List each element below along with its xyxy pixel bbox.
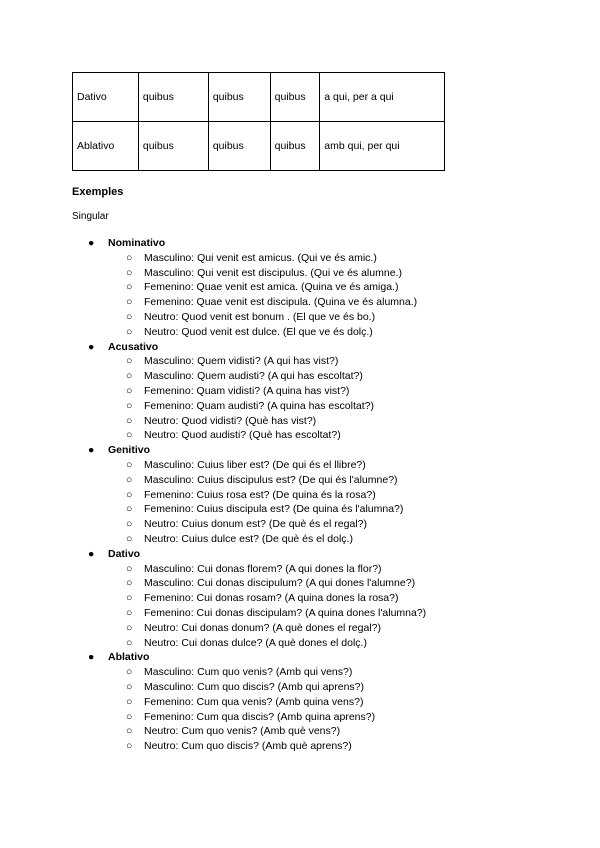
table-cell: Dativo bbox=[73, 73, 139, 122]
item-text: Masculino: Quem audisti? (A qui has escoltat?) bbox=[144, 370, 363, 383]
list-item bbox=[0, 414, 600, 429]
circle-bullet-icon: ○ bbox=[126, 281, 133, 294]
item-text: Femenino: Quam vidisti? (A quina has vist?) bbox=[144, 384, 350, 397]
case-title: Nominativo bbox=[108, 237, 166, 249]
case-title: Acusativo bbox=[108, 340, 159, 353]
case-title: Ablativo bbox=[108, 651, 150, 664]
list-item bbox=[0, 606, 600, 621]
item-text: Neutro: Quod vidisti? (Què has vist?) bbox=[144, 414, 317, 427]
item-text: Femenino: Cuius rosa est? (De quina és la rosa?) bbox=[144, 488, 376, 501]
table-cell: Ablativo bbox=[73, 122, 139, 171]
item-text: Femenino: Cum qua discis? (Amb quina aprens?) bbox=[144, 710, 376, 723]
subsection-label: Singular bbox=[72, 211, 109, 222]
table-cell: quibus bbox=[208, 122, 270, 171]
item-text: Neutro: Cui donas donum? (A què dones el regal?) bbox=[144, 621, 381, 634]
circle-bullet-icon: ○ bbox=[126, 370, 133, 383]
list-item bbox=[0, 369, 600, 384]
case-group-acusativo bbox=[0, 340, 600, 444]
case-heading bbox=[0, 443, 600, 458]
declension-table bbox=[72, 72, 445, 171]
table-row bbox=[73, 122, 445, 171]
bullet-icon: ● bbox=[88, 651, 95, 664]
item-text: Neutro: Quod audisti? (Què has escoltat?) bbox=[144, 429, 341, 442]
circle-bullet-icon: ○ bbox=[126, 606, 133, 619]
list-item bbox=[0, 280, 600, 295]
list-item bbox=[0, 428, 600, 443]
item-text: Femenino: Quam audisti? (A quina has escoltat?) bbox=[144, 399, 374, 412]
circle-bullet-icon: ○ bbox=[126, 592, 133, 605]
table-cell: quibus bbox=[270, 122, 320, 171]
list-item bbox=[0, 251, 600, 266]
case-heading bbox=[0, 547, 600, 562]
case-title: Genitivo bbox=[108, 444, 151, 457]
list-item bbox=[0, 310, 600, 325]
list-item bbox=[0, 399, 600, 414]
case-heading bbox=[0, 340, 600, 355]
item-text: Femenino: Quae venit est amica. (Quina ve és amiga.) bbox=[144, 281, 399, 294]
circle-bullet-icon: ○ bbox=[126, 532, 133, 545]
bullet-icon: ● bbox=[88, 340, 95, 353]
item-text: Neutro: Quod venit est dulce. (El que ve és dolç.) bbox=[144, 325, 373, 338]
list-item bbox=[0, 695, 600, 710]
list-item bbox=[0, 680, 600, 695]
circle-bullet-icon: ○ bbox=[126, 725, 133, 738]
item-text: Neutro: Cuius dulce est? (De què és el dolç.) bbox=[144, 532, 353, 545]
circle-bullet-icon: ○ bbox=[126, 399, 133, 412]
circle-bullet-icon: ○ bbox=[126, 710, 133, 723]
table-cell: quibus bbox=[208, 73, 270, 122]
circle-bullet-icon: ○ bbox=[126, 384, 133, 397]
table-row bbox=[73, 73, 445, 122]
circle-bullet-icon: ○ bbox=[126, 310, 133, 323]
circle-bullet-icon: ○ bbox=[126, 562, 133, 575]
item-text: Neutro: Cum quo venis? (Amb què vens?) bbox=[144, 725, 341, 738]
list-item bbox=[0, 591, 600, 606]
circle-bullet-icon: ○ bbox=[126, 414, 133, 427]
list-item bbox=[0, 562, 600, 577]
item-text: Femenino: Cui donas discipulam? (A quina dones l'alumna?) bbox=[144, 606, 427, 619]
item-text: Masculino: Quem vidisti? (A qui has vist?) bbox=[144, 355, 339, 368]
list-item bbox=[0, 458, 600, 473]
bullet-icon: ● bbox=[88, 237, 95, 249]
item-text: Femenino: Cuius discipula est? (De quina és l'alumna?) bbox=[144, 503, 404, 516]
table-cell: quibus bbox=[138, 73, 208, 122]
list-item bbox=[0, 325, 600, 340]
circle-bullet-icon: ○ bbox=[126, 621, 133, 634]
circle-bullet-icon: ○ bbox=[126, 355, 133, 368]
bullet-icon: ● bbox=[88, 547, 95, 560]
list-item bbox=[0, 295, 600, 310]
circle-bullet-icon: ○ bbox=[126, 577, 133, 590]
list-item bbox=[0, 488, 600, 503]
case-group-dativo bbox=[0, 547, 600, 651]
case-heading bbox=[0, 236, 600, 251]
bullet-icon: ● bbox=[88, 444, 95, 457]
circle-bullet-icon: ○ bbox=[126, 266, 133, 279]
list-item bbox=[0, 354, 600, 369]
circle-bullet-icon: ○ bbox=[126, 488, 133, 501]
list-item bbox=[0, 502, 600, 517]
list-item bbox=[0, 636, 600, 651]
item-text: Masculino: Cuius discipulus est? (De qui és l'alumne?) bbox=[144, 473, 398, 486]
section-title: Exemples bbox=[72, 186, 124, 198]
item-text: Masculino: Cui donas discipulum? (A qui dones l'alumne?) bbox=[144, 577, 416, 590]
circle-bullet-icon: ○ bbox=[126, 636, 133, 649]
list-item bbox=[0, 724, 600, 739]
circle-bullet-icon: ○ bbox=[126, 518, 133, 531]
examples-list bbox=[0, 236, 600, 754]
table-cell: quibus bbox=[138, 122, 208, 171]
circle-bullet-icon: ○ bbox=[126, 666, 133, 679]
item-text: Neutro: Cuius donum est? (De què és el regal?) bbox=[144, 518, 367, 531]
circle-bullet-icon: ○ bbox=[126, 473, 133, 486]
list-item bbox=[0, 384, 600, 399]
item-text: Neutro: Cum quo discis? (Amb què aprens?) bbox=[144, 740, 352, 753]
item-text: Masculino: Cum quo venis? (Amb qui vens?) bbox=[144, 666, 353, 679]
item-text: Masculino: Cuius liber est? (De qui és el llibre?) bbox=[144, 458, 366, 471]
case-group-ablativo bbox=[0, 650, 600, 754]
item-text: Neutro: Quod venit est bonum . (El que ve és bo.) bbox=[144, 310, 376, 323]
case-heading bbox=[0, 650, 600, 665]
item-text: Neutro: Cui donas dulce? (A què dones el dolç.) bbox=[144, 636, 367, 649]
table-cell: quibus bbox=[270, 73, 320, 122]
list-item bbox=[0, 532, 600, 547]
circle-bullet-icon: ○ bbox=[126, 695, 133, 708]
item-text: Femenino: Quae venit est discipula. (Quina ve és alumna.) bbox=[144, 296, 418, 309]
case-title: Dativo bbox=[108, 547, 141, 560]
list-item bbox=[0, 473, 600, 488]
item-text: Masculino: Qui venit est amicus. (Qui ve és amic.) bbox=[144, 251, 377, 264]
item-text: Femenino: Cum qua venis? (Amb quina vens?) bbox=[144, 695, 364, 708]
item-text: Masculino: Cum quo discis? (Amb qui aprens?) bbox=[144, 680, 365, 693]
list-item bbox=[0, 710, 600, 725]
table-cell: a qui, per a qui bbox=[320, 73, 445, 122]
circle-bullet-icon: ○ bbox=[126, 680, 133, 693]
list-item bbox=[0, 739, 600, 754]
circle-bullet-icon: ○ bbox=[126, 458, 133, 471]
case-group-nominativo bbox=[0, 236, 600, 340]
circle-bullet-icon: ○ bbox=[126, 503, 133, 516]
table-cell: amb qui, per qui bbox=[320, 122, 445, 171]
circle-bullet-icon: ○ bbox=[126, 251, 133, 264]
case-group-genitivo bbox=[0, 443, 600, 547]
list-item bbox=[0, 517, 600, 532]
item-text: Masculino: Cui donas florem? (A qui dones la flor?) bbox=[144, 562, 382, 575]
item-text: Femenino: Cui donas rosam? (A quina dones la rosa?) bbox=[144, 592, 399, 605]
list-item bbox=[0, 576, 600, 591]
circle-bullet-icon: ○ bbox=[126, 429, 133, 442]
list-item bbox=[0, 266, 600, 281]
circle-bullet-icon: ○ bbox=[126, 296, 133, 309]
circle-bullet-icon: ○ bbox=[126, 740, 133, 753]
circle-bullet-icon: ○ bbox=[126, 325, 133, 338]
list-item bbox=[0, 621, 600, 636]
item-text: Masculino: Qui venit est discipulus. (Qui ve és alumne.) bbox=[144, 266, 402, 279]
list-item bbox=[0, 665, 600, 680]
